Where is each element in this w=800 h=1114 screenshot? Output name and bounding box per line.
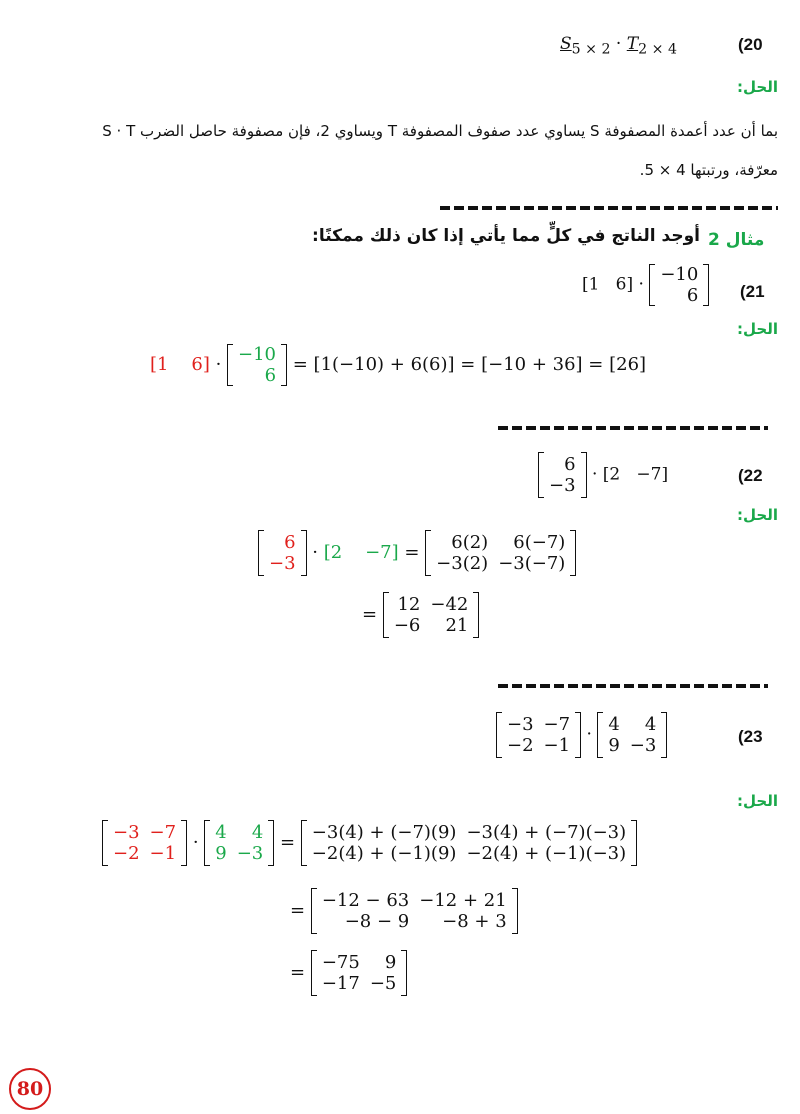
problem-23-result-matrix: −75 9 −17 −5 (321, 952, 397, 994)
separator-line (498, 684, 768, 688)
problem-22-solution-label: الحل: (737, 506, 778, 524)
problem-23-step2-matrix: −12 − 63 −12 + 21 −8 − 9 −8 + 3 (321, 890, 507, 932)
problem-23-step1-matrix: −3(4) + (−7)(9) −3(4) + (−7)(−3) −2(4) + (−1)(9) −2(4) + (−1)(−3) (311, 822, 627, 864)
problem-20-text-line2: معرّفة، ورتبتها 4 × 5. (639, 161, 778, 179)
problem-21-expression: [1 6] · −10 6 (582, 264, 709, 306)
problem-20-expression: $S_{5 \times 2} \cdot T_{2 \times 4}$ (560, 34, 677, 58)
problem-21-solution: [1 6] · −10 6 = [1(−10) + 6(6)] = [−10 + 36] = [26] (150, 344, 647, 386)
problem-21-number: (21 (740, 282, 765, 301)
example-2-label: مثال 2 (708, 230, 765, 250)
problem-21-final: [26] (609, 354, 647, 375)
problem-22-result-matrix: 12 −42 −6 21 (393, 594, 469, 636)
problem-21-solution-label: الحل: (737, 320, 778, 338)
problem-22-result: = 12 −42 −6 21 (362, 592, 479, 638)
problem-20-solution-label: الحل: (737, 78, 778, 96)
page-number: 80 (9, 1068, 51, 1110)
problem-22-number: (22 (738, 466, 763, 485)
example-2-instruction: أوجد الناتج في كلٍّ مما يأتي إذا كان ذلك ممكنًا: (312, 226, 700, 246)
separator-line (498, 426, 768, 430)
problem-20-number: (20 (738, 35, 763, 54)
problem-22-product-matrix: 6(2) 6(−7) −3(2) −3(−7) (436, 532, 566, 574)
problem-21-step1: [1(−10) + 6(6)] (313, 354, 455, 375)
problem-23-number: (23 (738, 727, 763, 746)
problem-23-solution: −3 −7 −2 −1 · 4 4 9 −3 = −3(4) + (−7)(9) −3(4) + (−7)(−3) −2(4) + (−1)(9) −2(4) + (−1)(−3) (102, 820, 637, 866)
problem-23-expression: −3 −7 −2 −1 · 4 4 9 −3 (496, 712, 667, 758)
separator-line (440, 206, 778, 210)
problem-22-expression: 6 −3 · [2 −7] (538, 452, 668, 498)
problem-23-result: = −75 9 −17 −5 (290, 950, 407, 996)
problem-23-solution-label: الحل: (737, 792, 778, 810)
problem-20-text-line1: بما أن عدد أعمدة المصفوفة S يساوي عدد صفوف المصفوفة T ويساوي 2، فإن مصفوفة حاصل الضرب S · T (102, 122, 778, 140)
problem-23-step2: = −12 − 63 −12 + 21 −8 − 9 −8 + 3 (290, 888, 518, 934)
problem-21-step2: [−10 + 36] (481, 354, 583, 375)
problem-22-solution: 6 −3 · [2 −7] = 6(2) 6(−7) −3(2) −3(−7) (258, 530, 576, 576)
